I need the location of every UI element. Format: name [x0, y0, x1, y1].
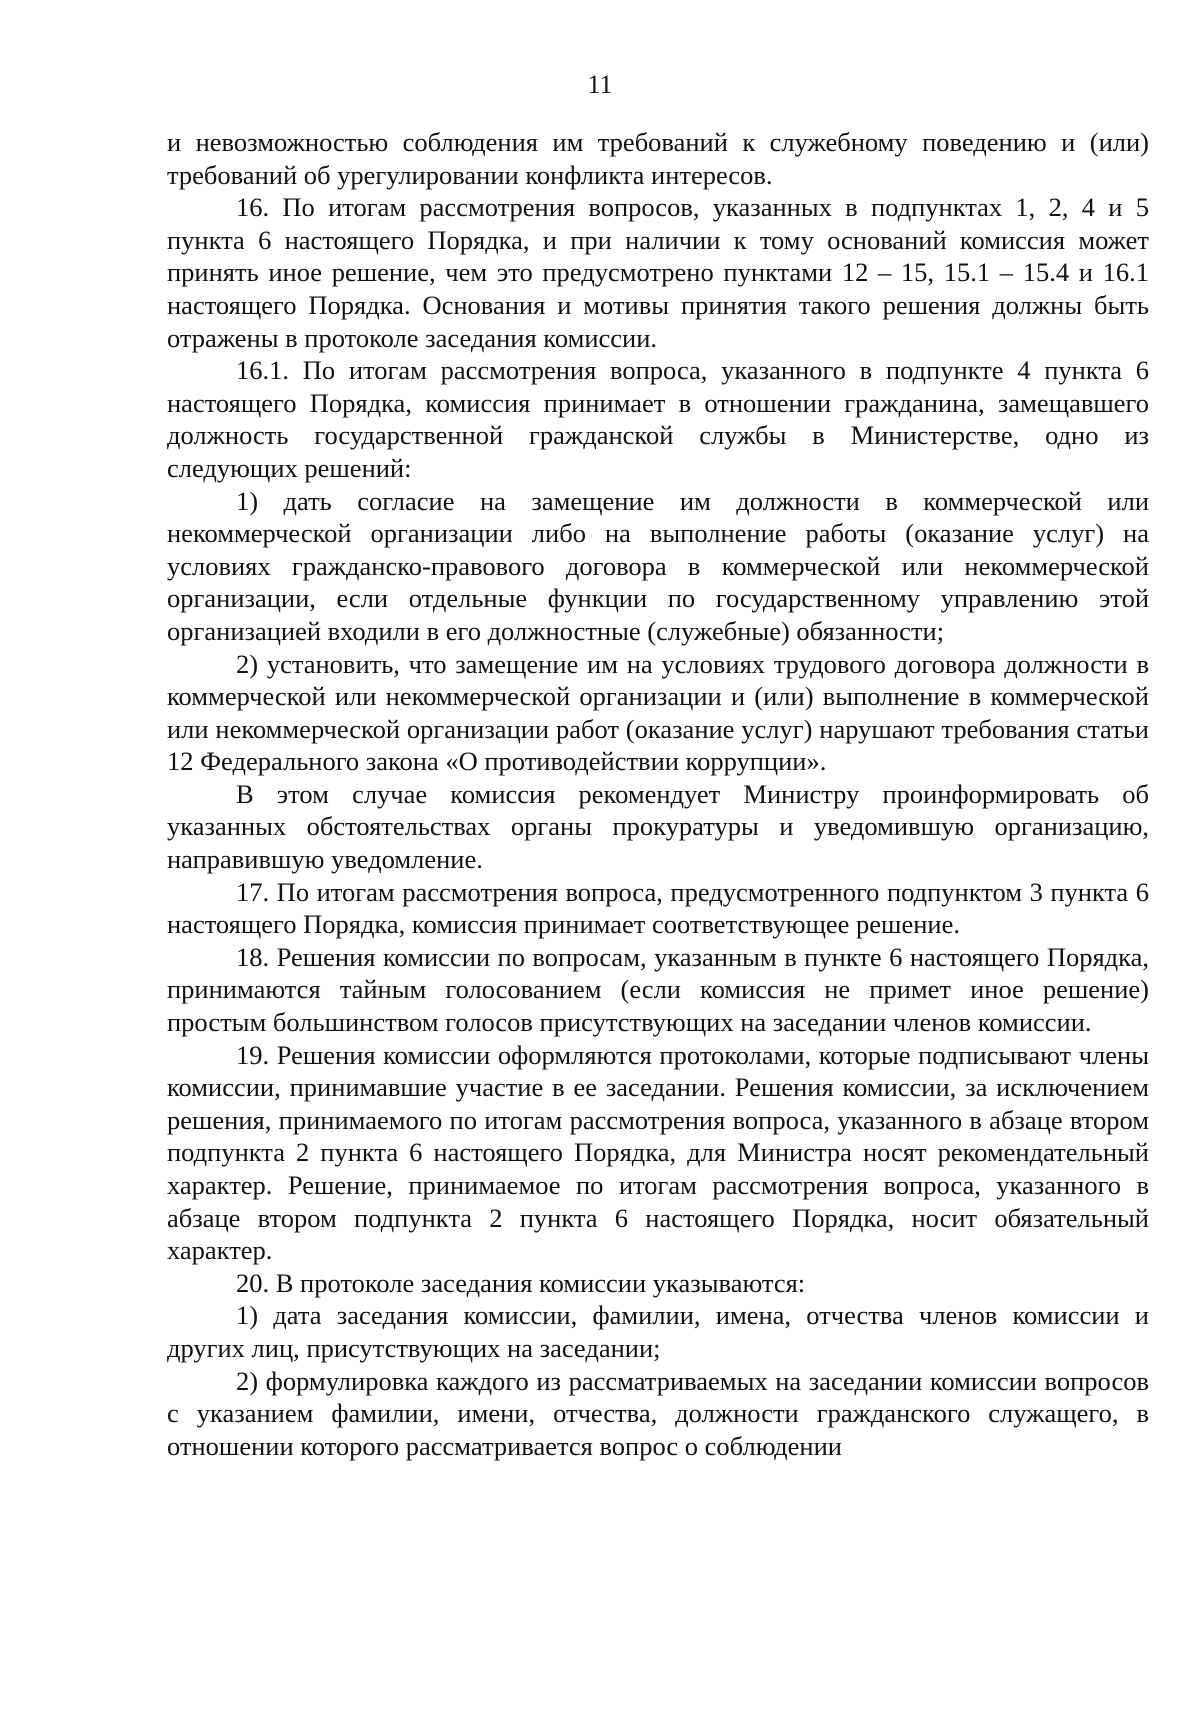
paragraph-20-item-1: 1) дата заседания комиссии, фамилии, имена, отчества членов комиссии и других лиц, присутствующих на заседании; — [167, 1300, 1149, 1363]
paragraph-16: 16. По итогам рассмотрения вопросов, указанных в подпунктах 1, 2, 4 и 5 пункта 6 настоящего Порядка, и при наличии к тому оснований комиссия может принять иное решение, чем это предусмотрено пунктами 12 – 15, 15.1 – 15.4 и 16.1 настоящего Порядка. Основания и мотивы принятия такого решения должны быть отражены в протоколе заседания комиссии. — [167, 192, 1149, 353]
paragraph-19: 19. Решения комиссии оформляются протоколами, которые подписывают члены комиссии, принимавшие участие в ее заседании. Решения комиссии, за исключением решения, принимаемого по итогам рассмотрения вопроса, указанного в абзаце втором подпункта 2 пункта 6 настоящего Порядка, для Министра носят рекомендательный характер. Решение, принимаемое по итогам рассмотрения вопроса, указанного в абзаце втором подпункта 2 пункта 6 настоящего Порядка, носит обязательный характер. — [167, 1039, 1149, 1266]
paragraph-16-1-item-1: 1) дать согласие на замещение им должности в коммерческой или некоммерческой организации либо на выполнение работы (оказание услуг) на условиях гражданско-правового договора в коммерческой или некоммерческой организации, если отдельные функции по государственному управлению этой организацией входили в его должностные (служебные) обязанности; — [167, 485, 1149, 646]
paragraph-17: 17. По итогам рассмотрения вопроса, предусмотренного подпунктом 3 пункта 6 настоящего Порядка, комиссия принимает соответствующее решение. — [167, 876, 1149, 940]
paragraph-16-1-note: В этом случае комиссия рекомендует Министру проинформировать об указанных обстоятельствах органы прокуратуры и уведомившую организацию, направившую уведомление. — [167, 778, 1149, 875]
paragraph-16-1: 16.1. По итогам рассмотрения вопроса, указанного в подпункте 4 пункта 6 настоящего Порядка, комиссия принимает в отношении гражданина, замещавшего должность государственной гражданской службы в Министерстве, одно из следующих решений: — [167, 355, 1149, 483]
document-body — [167, 126, 1149, 1462]
paragraph-16-1-item-2: 2) установить, что замещение им на условиях трудового договора должности в коммерческой или некоммерческой организации и (или) выполнение в коммерческой или некоммерческой организации работ (оказание услуг) нарушают требования статьи 12 Федерального закона «О противодействии коррупции». — [167, 648, 1149, 777]
page-number: 11 — [587, 70, 613, 99]
paragraph-20-item-2: 2) формулировка каждого из рассматриваемых на заседании комиссии вопросов с указанием фамилии, имени, отчества, должности гражданского служащего, в отношении которого рассматривается вопрос о соблюдении — [167, 1365, 1149, 1461]
paragraph-20: 20. В протоколе заседания комиссии указываются: — [236, 1267, 806, 1298]
paragraph-continuation: и невозможностью соблюдения им требований к служебному поведению и (или) требований об урегулировании конфликта интересов. — [167, 127, 1149, 190]
paragraph-18: 18. Решения комиссии по вопросам, указанным в пункте 6 настоящего Порядка, принимаются тайным голосованием (если комиссия не примет иное решение) простым большинством голосов присутствующих на заседании членов комиссии. — [167, 941, 1149, 1038]
